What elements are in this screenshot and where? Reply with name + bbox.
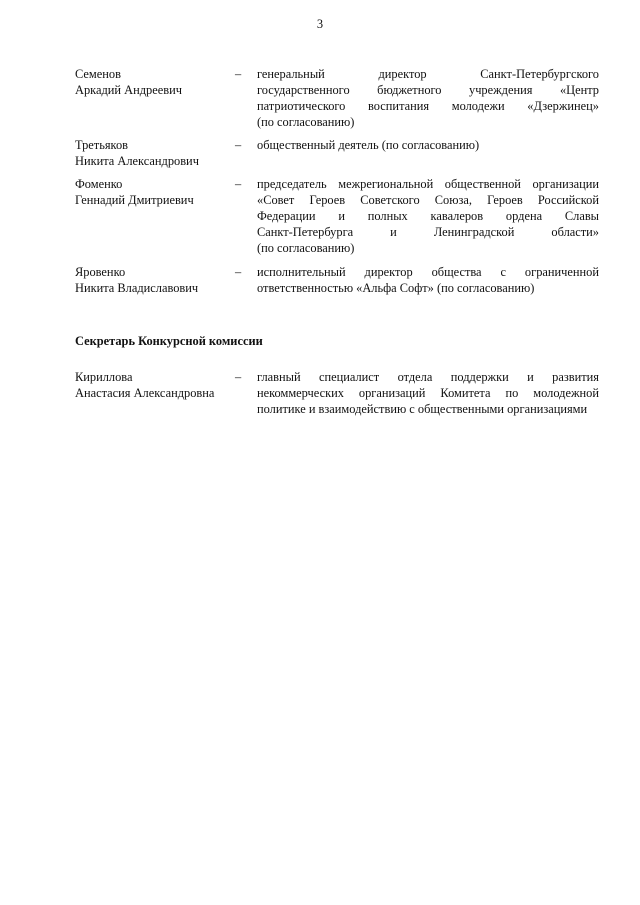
member-position (257, 137, 599, 153)
member-row-fomenko (75, 176, 599, 256)
member-given-names: Анастасия Александровна (75, 386, 215, 400)
position-line: государственного бюджетного учреждения «Центр (257, 83, 599, 97)
position-line: главный специалист отдела поддержки и развития (257, 370, 599, 384)
position-line: Санкт-Петербурга и Ленинградской области» (257, 225, 599, 239)
position-line: политике и взаимодействию с общественными организациями (257, 402, 588, 416)
position-line: патриотического воспитания молодежи «Дзержинец» (257, 99, 599, 113)
member-row-kirillova (75, 369, 599, 417)
member-position (257, 264, 599, 296)
member-given-names: Никита Александрович (75, 154, 199, 168)
member-row-yarovenko (75, 264, 599, 296)
member-name (75, 176, 225, 208)
member-name (75, 137, 225, 169)
section-title-secretary: Секретарь Конкурсной комиссии (75, 334, 263, 348)
position-line: председатель межрегиональной общественной организации (257, 177, 599, 191)
position-line: «Совет Героев Советского Союза, Героев Российской (257, 193, 599, 207)
dash-separator: – (235, 370, 242, 384)
position-line: генеральный директор Санкт-Петербургского (257, 67, 599, 81)
member-surname: Яровенко (75, 265, 126, 279)
member-name (75, 264, 225, 296)
dash-separator: – (235, 67, 242, 81)
member-name (75, 66, 225, 98)
member-position (257, 176, 599, 256)
member-surname: Кириллова (75, 370, 133, 384)
member-surname: Фоменко (75, 177, 123, 191)
member-row-semenov (75, 66, 599, 130)
dash-separator: – (235, 138, 242, 152)
member-surname: Семенов (75, 67, 121, 81)
member-surname: Третьяков (75, 138, 128, 152)
member-name (75, 369, 225, 401)
member-row-tretyakov (75, 137, 599, 169)
position-line: (по согласованию) (257, 115, 355, 129)
page-number: 3 (316, 17, 324, 31)
position-line: общественный деятель (по согласованию) (257, 138, 480, 152)
position-line: исполнительный директор общества с ограниченной (257, 265, 599, 279)
member-position (257, 66, 599, 130)
position-line: Федерации и полных кавалеров ордена Славы (257, 209, 599, 223)
position-line: (по согласованию) (257, 241, 355, 255)
position-line: ответственностью «Альфа Софт» (по согласованию) (257, 281, 535, 295)
member-given-names: Геннадий Дмитриевич (75, 193, 194, 207)
member-given-names: Аркадий Андреевич (75, 83, 182, 97)
dash-separator: – (235, 177, 242, 191)
member-given-names: Никита Владиславович (75, 281, 199, 295)
member-position (257, 369, 599, 417)
dash-separator: – (235, 265, 242, 279)
position-line: некоммерческих организаций Комитета по молодежной (257, 386, 599, 400)
